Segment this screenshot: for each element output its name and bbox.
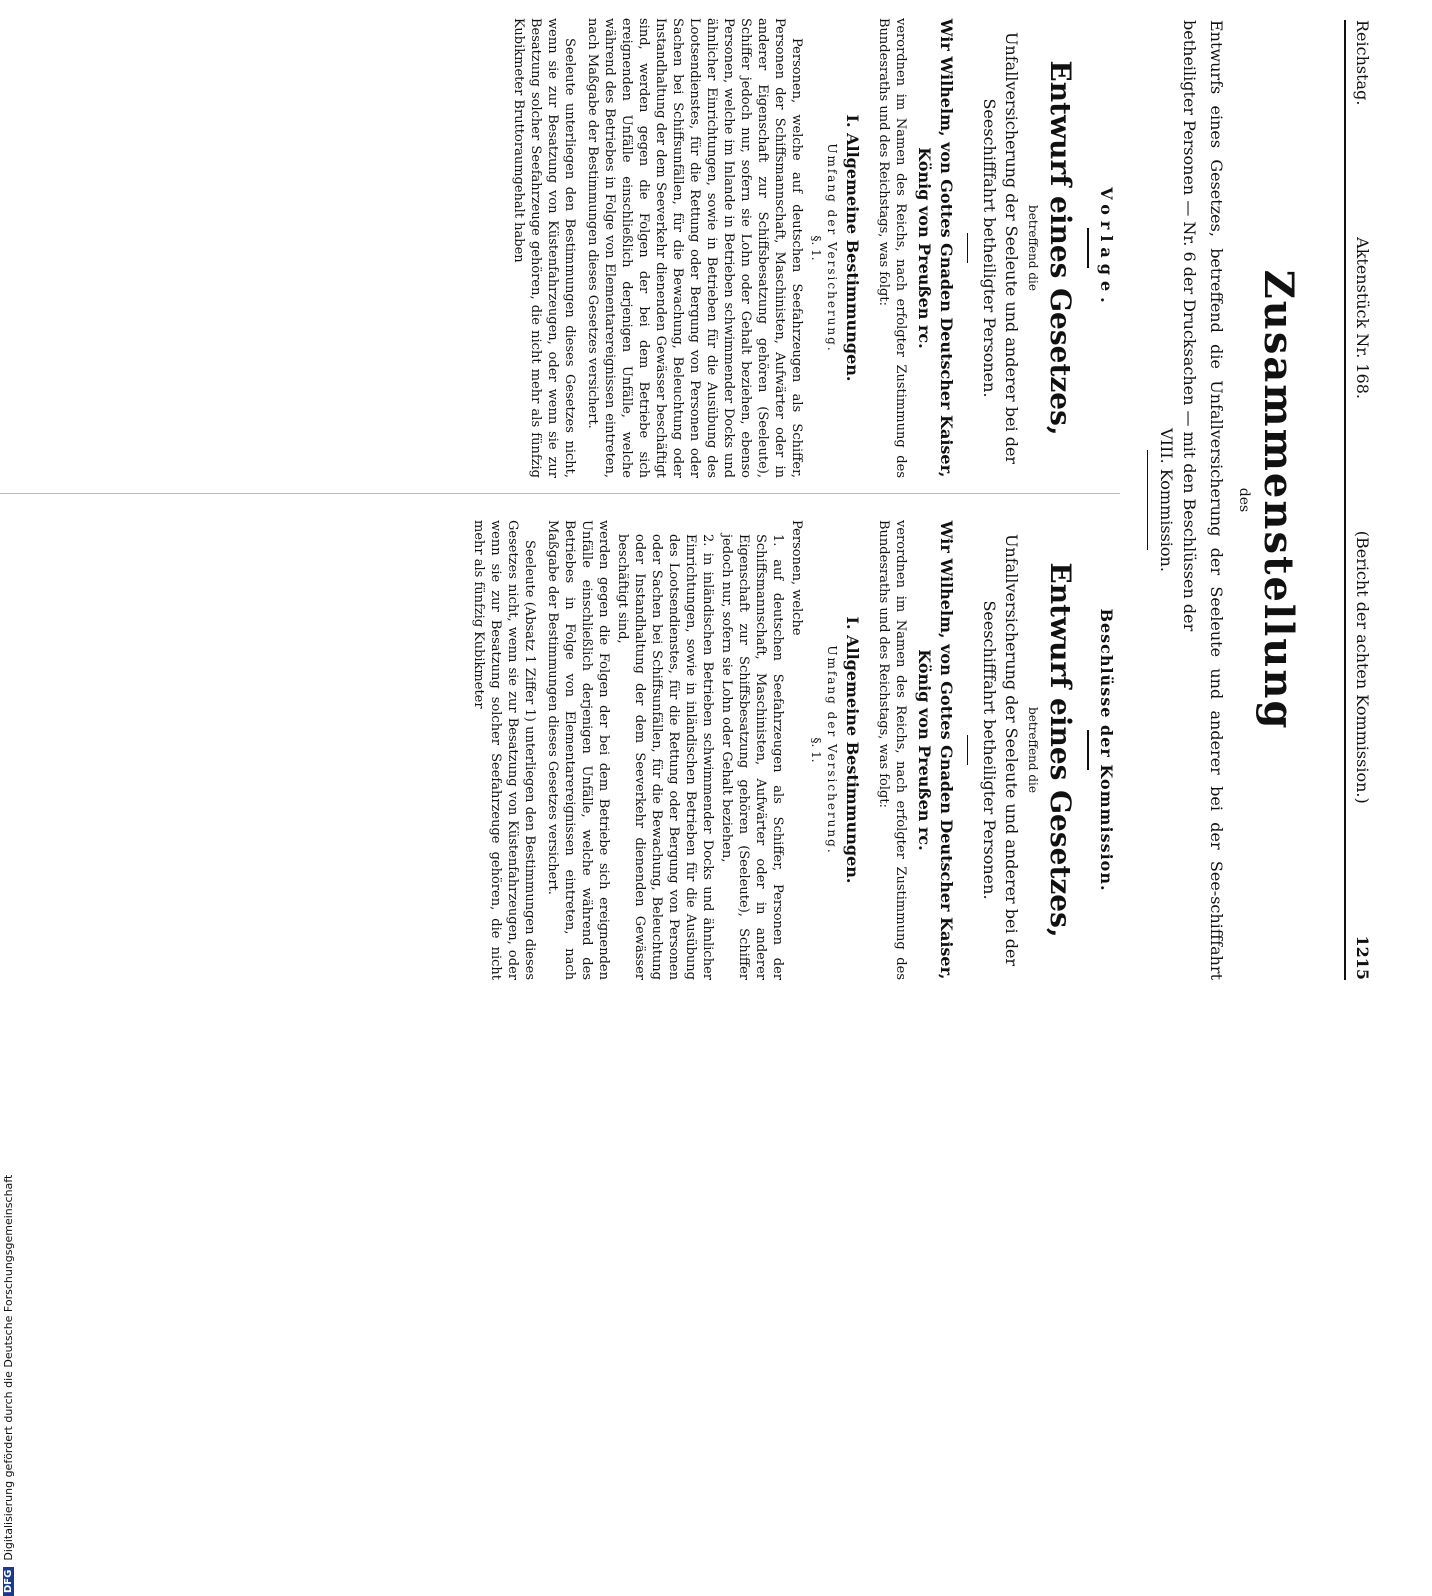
right-wir: Wir Wilhelm, von Gottes Gnaden Deutscher Kaiser, König von Preußen rc. xyxy=(915,520,956,980)
right-p1: werden gegen die Folgen der bei dem Betriebe sich ereignenden Unfälle einschließlich derjenigen Unfälle, welche während des Betriebes in Folge von Elementarereignissen eintreten, nach Maßgabe der Bestimmungen dieses Gesetzes versichert. xyxy=(545,520,611,980)
digitization-footer xyxy=(380,0,396,1000)
left-heading: Entwurf eines Gesetzes, xyxy=(1044,60,1077,436)
page-header xyxy=(1353,20,1372,980)
header-rule xyxy=(1344,20,1346,980)
left-paragraph: §. 1. xyxy=(809,235,823,261)
right-paragraph: §. 1. xyxy=(809,737,823,763)
left-p2: Seeleute unterliegen den Bestimmungen dieses Gesetzes nicht, wenn sie zur Besatzung von Küstenfahrzeugen, oder wenn sie zur Besatzung solcher Seefahrzeuge gehören, die nicht mehr als fünfzig Kubikmeter Bruttoraumgehalt haben xyxy=(511,18,577,478)
left-rule-2 xyxy=(967,233,968,263)
left-subheading: Unfallversicherung der Seeleute und anderer bei der Seeschifffahrt betheiligter Personen. xyxy=(980,31,1021,465)
left-column xyxy=(510,18,1116,478)
header-right: (Bericht der achten Kommission.) xyxy=(1353,530,1372,804)
right-item2: 2. in inländischen Betrieben schwimmender Docks und ähnlicher Einrichtungen, sowie in inländischen Betrieben für die Ausübung des Lootsendienstes, für die Rettung oder Bergung von Personen oder Sachen bei Schiffsunfällen, für die Bewachung, Beleuchtung oder Instandhaltung der dem Seeverkehr dienenden Gewässer beschäftigt sind, xyxy=(615,534,715,980)
footer-band xyxy=(0,1174,16,1596)
intro-text: Entwurfs eines Gesetzes, betreffend die Unfallversicherung der Seeleute und anderer bei der See-schifffahrt betheiligter Personen — Nr. 6 der Drucksachen — mit den Beschlüssen der xyxy=(1180,20,1226,980)
right-short-rule xyxy=(1087,730,1089,770)
page-number: 1215 xyxy=(1353,935,1372,980)
right-subheading: Unfallversicherung der Seeleute und anderer bei der Seeschifffahrt betheiligter Personen. xyxy=(980,533,1021,967)
left-betreffend: betreffend die xyxy=(1026,205,1040,291)
left-verordnen: verordnen im Namen des Reichs, nach erfolgter Zustimmung des Bundesraths und des Reichstags, was folgt: xyxy=(876,18,908,478)
right-umfang: Umfang der Versicherung. xyxy=(825,645,839,855)
intro-end: VIII. Kommission. xyxy=(1157,428,1176,572)
header-center: Aktenstück Nr. 168. xyxy=(1353,237,1372,399)
right-betreffend: betreffend die xyxy=(1026,707,1040,793)
title-des: des xyxy=(1236,487,1252,513)
right-section-title: Beschlüsse der Kommission. xyxy=(1097,608,1116,892)
right-p2: Seeleute (Absatz 1 Ziffer 1) unterliegen den Bestimmungen dieses Gesetzes nicht, wenn sie zur Besatzung von Küstenfahrzeugen, oder wenn sie zur Besatzung solcher Seefahrzeuge gehören, die nicht mehr als fünfzig Kubikmeter xyxy=(471,520,537,980)
right-verordnen: verordnen im Namen des Reichs, nach erfolgter Zustimmung des Bundesraths und des Reichstags, was folgt: xyxy=(876,520,908,980)
right-part: I. Allgemeine Bestimmungen. xyxy=(843,616,862,884)
header-left: Reichstag. xyxy=(1353,20,1372,106)
right-item1: 1. auf deutschen Seefahrzeugen als Schiffer, Personen der Schiffsmannschaft, Maschinisten, Aufwärter oder in anderer Eigenschaft zur Schiffsbesatzung gehören (Seeleute), Schiffer jedoch nur, sofern sie Lohn oder Gehalt beziehen, xyxy=(719,534,785,980)
left-short-rule xyxy=(1087,228,1089,268)
left-p1: Personen, welche auf deutschen Seefahrzeugen als Schiffer, Personen der Schiffsmannschaft, Maschinisten, Aufwärter oder in anderer Eigenschaft zur Schiffsbesatzung gehören (Seeleute), Schiffer jedoch nur, sofern sie Lohn oder Gehalt beziehen, ebenso Personen, welche im Inlande in Betrieben schwimmender Docks und ähnlicher Einrichtungen, sowie in Betrieben für die Ausübung des Lootsendienstes, für die Rettung oder Bergung von Personen oder Sachen bei Schiffsunfällen, für die Bewachung, Beleuchtung oder Instandhaltung der dem Seeverkehr dienenden Gewässer beschäftigt sind, werden gegen die Folgen der bei dem Betriebe sich ereignenden Unfälle einschließlich derjenigen Unfälle, welche während des Betriebes in Folge von Elementarereignissen eintreten, nach Maßgabe der Bestimmungen dieses Gesetzes versichert. xyxy=(585,18,804,478)
left-part: I. Allgemeine Bestimmungen. xyxy=(843,114,862,382)
left-umfang: Umfang der Versicherung. xyxy=(825,143,839,353)
intro-rule xyxy=(1147,450,1148,550)
dfg-logo: DFG xyxy=(3,1567,14,1596)
footer-text: Digitalisierung gefördert durch die Deutsche Forschungsgemeinschaft xyxy=(1,1174,15,1561)
left-wir: Wir Wilhelm, von Gottes Gnaden Deutscher Kaiser, König von Preußen rc. xyxy=(915,18,956,478)
left-section-title: Vorlage. xyxy=(1097,187,1116,309)
right-rule-2 xyxy=(967,735,968,765)
right-column xyxy=(470,520,1116,980)
right-heading: Entwurf eines Gesetzes, xyxy=(1044,562,1077,938)
column-divider xyxy=(0,493,1120,494)
right-p0: Personen, welche xyxy=(789,520,804,636)
document-title: Zusammenstellung xyxy=(1255,269,1302,731)
